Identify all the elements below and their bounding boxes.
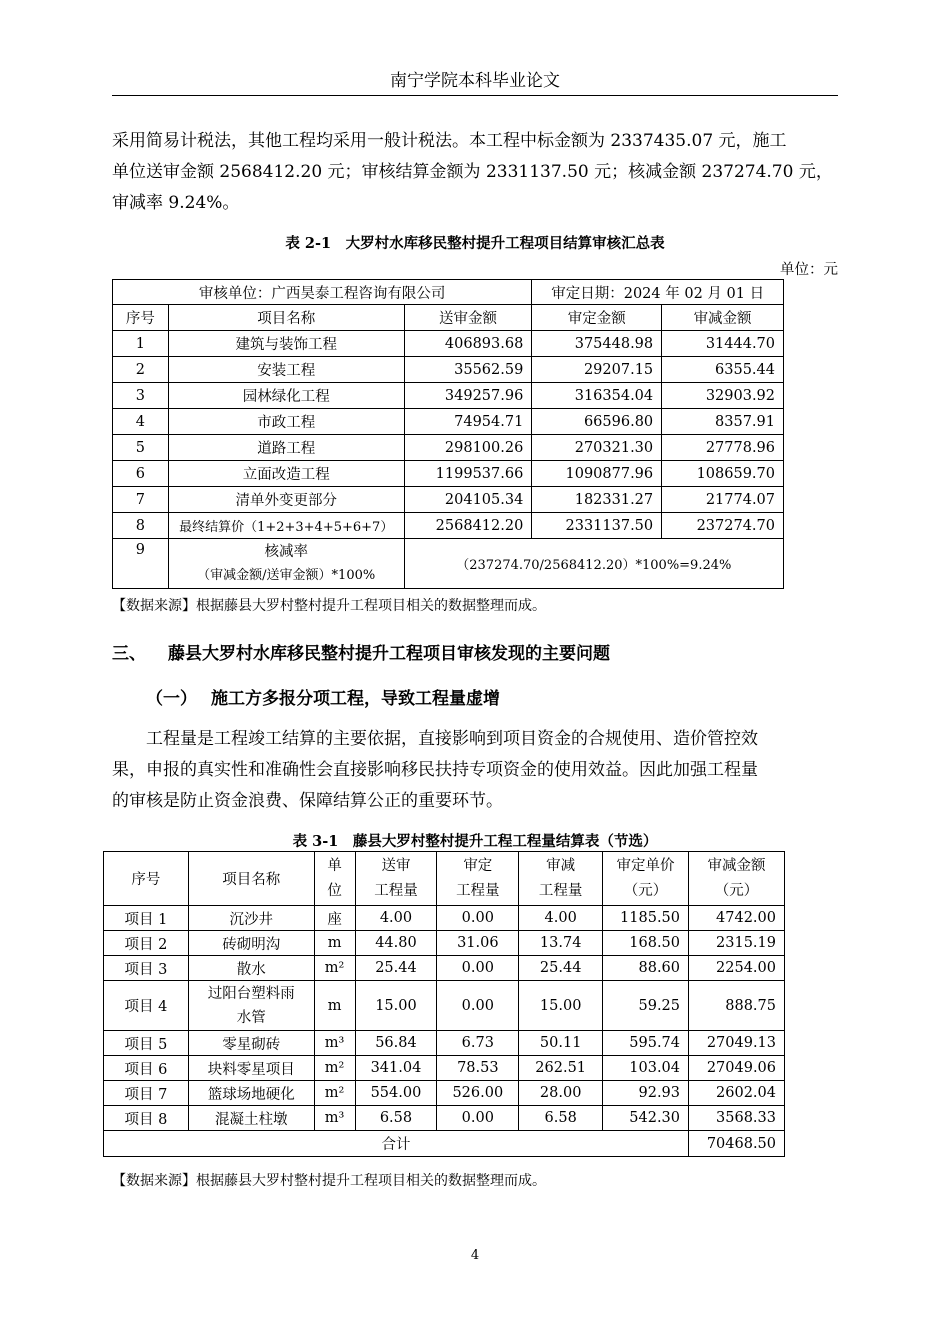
cell-approved: 2331137.50 xyxy=(532,513,662,539)
total-row xyxy=(104,1131,785,1157)
table2-source-note: 【数据来源】根据藤县大罗村整村提升工程项目相关的数据整理而成。 xyxy=(112,1173,546,1189)
cell-reduced: 32903.92 xyxy=(662,383,784,409)
cell-index: 7 xyxy=(113,487,169,513)
cell-reduced: 31444.70 xyxy=(662,331,784,357)
cell-submitted: 554.00 xyxy=(355,1081,437,1106)
cell-approved: 182331.27 xyxy=(532,487,662,513)
cell-reduced: 4.00 xyxy=(519,906,603,931)
cell-amount: 888.75 xyxy=(689,981,785,1031)
cell-reduced: 21774.07 xyxy=(662,487,784,513)
table-row xyxy=(104,931,785,956)
cell-submitted: 74954.71 xyxy=(404,409,532,435)
table-row xyxy=(104,1031,785,1056)
cell-approved: 1090877.96 xyxy=(532,461,662,487)
cell-unit: m² xyxy=(314,1056,355,1081)
cell-name: 最终结算价（1+2+3+4+5+6+7） xyxy=(168,513,404,539)
header-rule xyxy=(112,95,838,96)
cell-approved: 31.06 xyxy=(437,931,519,956)
cell-unit: m³ xyxy=(314,1031,355,1056)
cell-amount: 2602.04 xyxy=(689,1081,785,1106)
table-row xyxy=(104,981,785,1031)
cell-submitted: 341.04 xyxy=(355,1056,437,1081)
col-header: 审减金额 （元） xyxy=(689,852,785,906)
cell-index: 8 xyxy=(113,513,169,539)
cell-amount: 3568.33 xyxy=(689,1106,785,1131)
quantity-settlement-table xyxy=(103,851,785,1157)
table-row xyxy=(113,513,784,539)
table2-caption: 表 3-1 藤县大罗村整村提升工程工程量结算表（节选） xyxy=(292,833,658,850)
cell-item: 项目 2 xyxy=(104,931,189,956)
cell-submitted: 6.58 xyxy=(355,1106,437,1131)
cell-submitted: 1199537.66 xyxy=(404,461,532,487)
cell-name: 块料零星项目 xyxy=(188,1056,314,1081)
page-number: 4 xyxy=(470,1248,480,1263)
table-row xyxy=(113,331,784,357)
cell-item: 项目 4 xyxy=(104,981,189,1031)
cell-approved: 375448.98 xyxy=(532,331,662,357)
cell-approved: 0.00 xyxy=(437,956,519,981)
table-row xyxy=(104,1106,785,1131)
subsection-heading xyxy=(146,684,500,709)
cell-submitted: 204105.34 xyxy=(404,487,532,513)
audit-date-cell: 审定日期：2024 年 02 月 01 日 xyxy=(532,280,784,305)
cell-submitted: 4.00 xyxy=(355,906,437,931)
paragraph-line: 工程量是工程竣工结算的主要依据，直接影响到项目资金的合规使用、造价管控效 xyxy=(112,729,758,749)
cell-approved: 316354.04 xyxy=(532,383,662,409)
cell-submitted: 406893.68 xyxy=(404,331,532,357)
cell-reduced: 8357.91 xyxy=(662,409,784,435)
col-header: 项目名称 xyxy=(168,305,404,331)
total-value: 70468.50 xyxy=(689,1131,785,1157)
reduction-rate-row xyxy=(113,539,784,589)
cell-approved: 270321.30 xyxy=(532,435,662,461)
running-header: 南宁学院本科毕业论文 xyxy=(390,71,560,91)
cell-reduced: 108659.70 xyxy=(662,461,784,487)
cell-submitted: 298100.26 xyxy=(404,435,532,461)
table-row xyxy=(104,1081,785,1106)
table-row xyxy=(113,461,784,487)
cell-price: 59.25 xyxy=(603,981,689,1031)
table-row xyxy=(104,906,785,931)
table1-header-row xyxy=(113,305,784,331)
paragraph-line: 果，申报的真实性和准确性会直接影响移民扶持专项资金的使用效益。因此加强工程量 xyxy=(112,760,758,780)
cell-name: 市政工程 xyxy=(168,409,404,435)
cell-amount: 2315.19 xyxy=(689,931,785,956)
section-number: 三、 xyxy=(112,644,146,664)
cell-approved: 0.00 xyxy=(437,906,519,931)
cell-submitted: 2568412.20 xyxy=(404,513,532,539)
cell-name: 篮球场地硬化 xyxy=(188,1081,314,1106)
cell-item: 项目 5 xyxy=(104,1031,189,1056)
table-row xyxy=(113,435,784,461)
table-row xyxy=(104,956,785,981)
cell-unit: m xyxy=(314,931,355,956)
cell-price: 168.50 xyxy=(603,931,689,956)
intro-paragraph xyxy=(112,126,838,219)
cell-name: 零星砌砖 xyxy=(188,1031,314,1056)
cell-price: 1185.50 xyxy=(603,906,689,931)
cell-price: 542.30 xyxy=(603,1106,689,1131)
cell-price: 103.04 xyxy=(603,1056,689,1081)
cell-reduced: 50.11 xyxy=(519,1031,603,1056)
cell-approved: 0.00 xyxy=(437,981,519,1031)
body-paragraph xyxy=(112,724,838,817)
cell-item: 项目 8 xyxy=(104,1106,189,1131)
cell-index: 1 xyxy=(113,331,169,357)
cell-reduced: 25.44 xyxy=(519,956,603,981)
cell-name: 清单外变更部分 xyxy=(168,487,404,513)
cell-amount: 4742.00 xyxy=(689,906,785,931)
rate-value: （237274.70/2568412.20）*100%=9.24% xyxy=(404,539,783,589)
cell-price: 92.93 xyxy=(603,1081,689,1106)
cell-amount: 2254.00 xyxy=(689,956,785,981)
cell-index: 3 xyxy=(113,383,169,409)
paragraph-line: 的审核是防止资金浪费、保障结算公正的重要环节。 xyxy=(112,791,503,811)
col-header: 审定金额 xyxy=(532,305,662,331)
intro-line: 单位送审金额 2568412.20 元；审核结算金额为 2331137.50 元；核减金额 237274.70 元， xyxy=(112,162,833,182)
cell-approved: 29207.15 xyxy=(532,357,662,383)
cell-approved: 78.53 xyxy=(437,1056,519,1081)
cell-reduced: 28.00 xyxy=(519,1081,603,1106)
col-header: 送审金额 xyxy=(404,305,532,331)
cell-index: 5 xyxy=(113,435,169,461)
section-title: 藤县大罗村水库移民整村提升工程项目审核发现的主要问题 xyxy=(168,644,610,664)
table1-unit: 单位：元 xyxy=(780,262,838,278)
cell-item: 项目 6 xyxy=(104,1056,189,1081)
cell-index: 9 xyxy=(113,539,169,589)
cell-unit: m xyxy=(314,981,355,1031)
cell-name: 砖砌明沟 xyxy=(188,931,314,956)
cell-submitted: 349257.96 xyxy=(404,383,532,409)
cell-unit: m² xyxy=(314,956,355,981)
cell-submitted: 44.80 xyxy=(355,931,437,956)
cell-reduced: 6.58 xyxy=(519,1106,603,1131)
audit-unit-cell: 审核单位：广西昊泰工程咨询有限公司 xyxy=(113,280,532,305)
col-header: 序号 xyxy=(104,852,189,906)
col-header: 审减金额 xyxy=(662,305,784,331)
table-row xyxy=(113,409,784,435)
cell-reduced: 15.00 xyxy=(519,981,603,1031)
table1-source-note: 【数据来源】根据藤县大罗村整村提升工程项目相关的数据整理而成。 xyxy=(112,598,546,614)
cell-name: 安装工程 xyxy=(168,357,404,383)
cell-price: 88.60 xyxy=(603,956,689,981)
col-header: 审定 工程量 xyxy=(437,852,519,906)
col-header: 序号 xyxy=(113,305,169,331)
cell-amount: 27049.13 xyxy=(689,1031,785,1056)
cell-reduced: 237274.70 xyxy=(662,513,784,539)
cell-submitted: 35562.59 xyxy=(404,357,532,383)
cell-item: 项目 3 xyxy=(104,956,189,981)
col-header: 送审 工程量 xyxy=(355,852,437,906)
col-header: 单 位 xyxy=(314,852,355,906)
cell-name: 混凝土柱墩 xyxy=(188,1106,314,1131)
cell-unit: m³ xyxy=(314,1106,355,1131)
cell-index: 6 xyxy=(113,461,169,487)
rate-formula-label: （审减金额/送审金额）*100% xyxy=(197,567,376,583)
settlement-summary-table xyxy=(112,279,784,589)
cell-approved: 0.00 xyxy=(437,1106,519,1131)
cell-approved: 526.00 xyxy=(437,1081,519,1106)
table-row xyxy=(113,487,784,513)
col-header: 项目名称 xyxy=(188,852,314,906)
cell-reduced: 27778.96 xyxy=(662,435,784,461)
cell-price: 595.74 xyxy=(603,1031,689,1056)
cell-item: 项目 7 xyxy=(104,1081,189,1106)
cell-reduced: 262.51 xyxy=(519,1056,603,1081)
subsection-number: （一） xyxy=(146,689,197,709)
cell-submitted: 56.84 xyxy=(355,1031,437,1056)
table-row xyxy=(113,357,784,383)
cell-index: 4 xyxy=(113,409,169,435)
total-label: 合计 xyxy=(104,1131,689,1157)
cell-reduced: 6355.44 xyxy=(662,357,784,383)
col-header: 审减 工程量 xyxy=(519,852,603,906)
table-row xyxy=(104,1056,785,1081)
cell-name: 过阳台塑料雨 水管 xyxy=(188,981,314,1031)
table1-caption: 表 2-1 大罗村水库移民整村提升工程项目结算审核汇总表 xyxy=(285,235,665,252)
cell-amount: 27049.06 xyxy=(689,1056,785,1081)
cell-name: 沉沙井 xyxy=(188,906,314,931)
table2-header-row xyxy=(104,852,785,906)
cell-name xyxy=(168,539,404,589)
intro-line: 采用简易计税法，其他工程均采用一般计税法。本工程中标金额为 2337435.07 元，施工 xyxy=(112,131,787,151)
col-header: 审定单价 （元） xyxy=(603,852,689,906)
table-row xyxy=(113,383,784,409)
cell-approved: 66596.80 xyxy=(532,409,662,435)
cell-name: 道路工程 xyxy=(168,435,404,461)
cell-name: 建筑与装饰工程 xyxy=(168,331,404,357)
rate-label: 核减率 xyxy=(264,543,308,560)
cell-name: 园林绿化工程 xyxy=(168,383,404,409)
cell-approved: 6.73 xyxy=(437,1031,519,1056)
cell-name: 立面改造工程 xyxy=(168,461,404,487)
subsection-title: 施工方多报分项工程，导致工程量虚增 xyxy=(211,689,500,709)
cell-name: 散水 xyxy=(188,956,314,981)
cell-reduced: 13.74 xyxy=(519,931,603,956)
cell-submitted: 25.44 xyxy=(355,956,437,981)
section-heading xyxy=(112,639,610,664)
cell-item: 项目 1 xyxy=(104,906,189,931)
cell-index: 2 xyxy=(113,357,169,383)
cell-unit: m² xyxy=(314,1081,355,1106)
intro-line: 审减率 9.24%。 xyxy=(112,193,240,213)
cell-submitted: 15.00 xyxy=(355,981,437,1031)
cell-unit: 座 xyxy=(314,906,355,931)
